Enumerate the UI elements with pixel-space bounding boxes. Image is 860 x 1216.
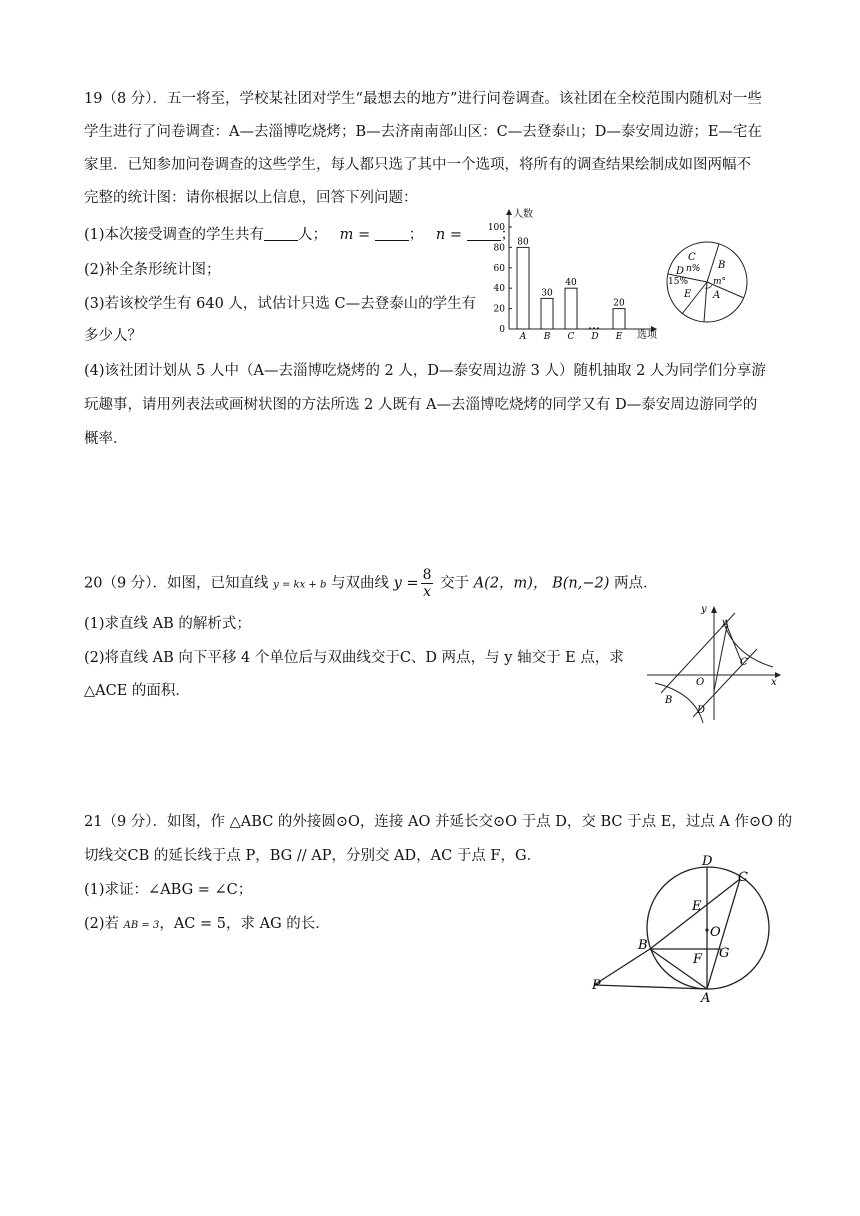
pie-label-15-percent: 15% <box>668 277 689 287</box>
q21-p2-text-b: ，AC = 5，求 AG 的长． <box>159 916 330 932</box>
q21-part-2 <box>84 914 330 936</box>
q19-p1-sep: ； <box>408 227 424 243</box>
bar-c <box>565 288 577 329</box>
hyperbola-branch-left <box>655 683 706 723</box>
q19-part-1 <box>84 225 515 245</box>
q19-part-4c: 概率． <box>84 431 128 447</box>
pie-label-e: E <box>684 289 692 300</box>
pie-label-b: B <box>718 260 726 271</box>
q20-line-1 <box>84 567 657 600</box>
x-tick-label: B <box>543 332 551 340</box>
bar-data-label: 80 <box>517 237 529 248</box>
q19-part-4a: (4)该社团计划从 5 人中（A—去淄博吃烧烤的 2 人，D—泰安周边游 3 人）随机抽取 2 人为同学们分享游 <box>84 363 766 379</box>
q20-text-b: 与双曲线 <box>331 575 389 592</box>
hyperbola-branch-right <box>723 620 773 667</box>
q19-part-3a: (3)若该校学生有 640 人，试估计只选 C—去登泰山的学生有 <box>84 296 477 312</box>
y-tick-label: 60 <box>493 263 505 274</box>
q19-p1-eq: = <box>353 227 375 243</box>
pie-angle-arc <box>705 285 712 288</box>
q20-text-d: 两点． <box>613 575 658 592</box>
segment-ae <box>714 626 727 691</box>
q20-point-a: A(2，m)， <box>473 575 548 592</box>
bar-b <box>541 298 553 329</box>
q21-line-2: 切线交CB 的延长线于点 P，BG // AP，分别交 AD，AC 于点 F，G． <box>84 848 542 864</box>
fig-label-o: O <box>696 677 705 688</box>
answer-blank-m[interactable] <box>375 226 409 241</box>
q19-line-3: 家里．已知参加问卷调查的这些学生，每人都只选了其中一个选项，将所有的调查结果绘制成如图两幅不 <box>84 157 751 173</box>
fig-label-d: D <box>702 854 713 869</box>
bar-data-label: 40 <box>565 278 577 289</box>
q19-line-4: 完整的统计图：请你根据以上信息，回答下列问题： <box>84 190 418 206</box>
x-tick-label: E <box>615 332 623 340</box>
y-axis-arrow <box>506 209 512 215</box>
fig-label-c: C <box>738 870 748 885</box>
bar-chart-ticks <box>488 223 512 335</box>
y-tick-label: 40 <box>493 284 505 295</box>
pie-chart <box>657 232 757 332</box>
q21-line-1: 21（9 分）．如图，作 △ABC 的外接圆⊙O，连接 AO 并延长交⊙O 于点 D，交 BC 于点 E，过点 A 作⊙O 的 <box>84 814 793 830</box>
pie-label-c: C <box>688 252 696 263</box>
q21-p2-equation: AB = 3 <box>123 920 160 931</box>
q20-text-c: 交于 <box>440 575 470 592</box>
fig-label-g: G <box>719 946 730 961</box>
q20-text-a: 20（9 分）．如图，已知直线 <box>84 575 269 592</box>
x-tick-label: C <box>567 332 575 340</box>
y-tick-label: 80 <box>493 243 505 254</box>
q20-fraction <box>421 567 434 600</box>
q19-part-2: (2)补全条形统计图； <box>84 262 221 278</box>
q20-fraction-denominator: x <box>423 584 431 600</box>
fig-label-b: B <box>638 938 648 953</box>
fig-label-y: y <box>701 605 707 615</box>
q20-point-b: B(n,−2) <box>552 575 610 592</box>
q21-circle-figure <box>588 852 788 1002</box>
q19-p1-m: m <box>339 227 354 243</box>
fig-label-a: A <box>722 619 730 630</box>
q21-part-1: (1)求证：∠ABG = ∠C； <box>84 882 253 898</box>
segment-pb <box>594 949 650 985</box>
q20-part-3: △ACE 的面积． <box>84 683 190 699</box>
q19-part-4b: 玩趣事，请用列表法或画树状图的方法所选 2 人既有 A—去淄博吃烧烤的同学又有 D—泰安周边游同学的 <box>84 397 758 413</box>
tangent-pa <box>594 985 707 989</box>
q20-line-equation: y = kx + b <box>273 579 327 591</box>
q20-coordinate-figure <box>645 605 785 725</box>
pie-label-m-degree: m° <box>713 277 727 287</box>
q20-hyperbola-lhs: y = <box>393 575 419 592</box>
q19-p1-text-b: 人； <box>298 227 328 243</box>
segment-bc <box>650 879 740 949</box>
pie-label-d: D <box>676 266 685 277</box>
bar-chart-bars <box>517 237 625 340</box>
fig-label-e: E <box>692 899 702 914</box>
q20-part-1: (1)求直线 AB 的解析式； <box>84 616 251 632</box>
bar-data-label: 20 <box>613 298 625 309</box>
q19-line-2: 学生进行了问卷调查：A—去淄博吃烧烤；B—去济南南部山区：C—去登泰山；D—泰安周边游；E—宅在 <box>84 124 762 140</box>
q19-p1-text-a: (1)本次接受调查的学生共有 <box>84 227 265 243</box>
fig-label-d: D <box>697 705 706 716</box>
fig-label-x: x <box>771 677 777 688</box>
fig-label-o: O <box>710 925 721 940</box>
q20-fraction-numerator: 8 <box>422 567 432 583</box>
y-tick-label: 100 <box>487 223 505 233</box>
q19-p1-eq2: = <box>445 227 467 243</box>
q19-p1-n: n <box>435 227 446 243</box>
bar-e <box>613 309 625 329</box>
q20-part-2: (2)将直线 AB 向下平移 4 个单位后与双曲线交于C、D 两点，与 y 轴交于 E 点，求 <box>84 650 624 666</box>
q19-p1-end: ； <box>500 227 516 243</box>
pie-label-a: A <box>713 290 721 301</box>
y-tick-label: 20 <box>493 304 505 315</box>
q19-line-1: 19（8 分）．五一将至，学校某社团对学生“最想去的地方”进行问卷调查。该社团在全校范围内随机对一些 <box>84 91 762 107</box>
y-tick-label: 0 <box>499 325 505 335</box>
center-point <box>705 928 708 931</box>
x-tick-label: A <box>519 332 527 340</box>
y-axis-label: 人数 <box>513 209 533 220</box>
bar-chart <box>486 205 666 340</box>
pie-label-n-percent: n% <box>686 264 701 274</box>
bar-a <box>517 247 529 329</box>
circle-o <box>647 867 769 989</box>
x-tick-label: D <box>591 332 599 340</box>
answer-blank-total[interactable] <box>264 226 298 241</box>
fig-label-b: B <box>665 695 673 706</box>
q19-part-3b: 多少人？ <box>84 328 142 344</box>
q21-p2-text-a: (2)若 <box>84 916 120 932</box>
fig-label-p: P <box>592 978 601 993</box>
fig-label-a: A <box>701 991 711 1002</box>
y-axis-arrow <box>711 606 717 613</box>
bar-data-label: 30 <box>541 288 553 299</box>
x-axis-label: 选项 <box>637 330 657 340</box>
fig-label-c: C <box>740 657 748 668</box>
fig-label-f: F <box>693 952 703 967</box>
